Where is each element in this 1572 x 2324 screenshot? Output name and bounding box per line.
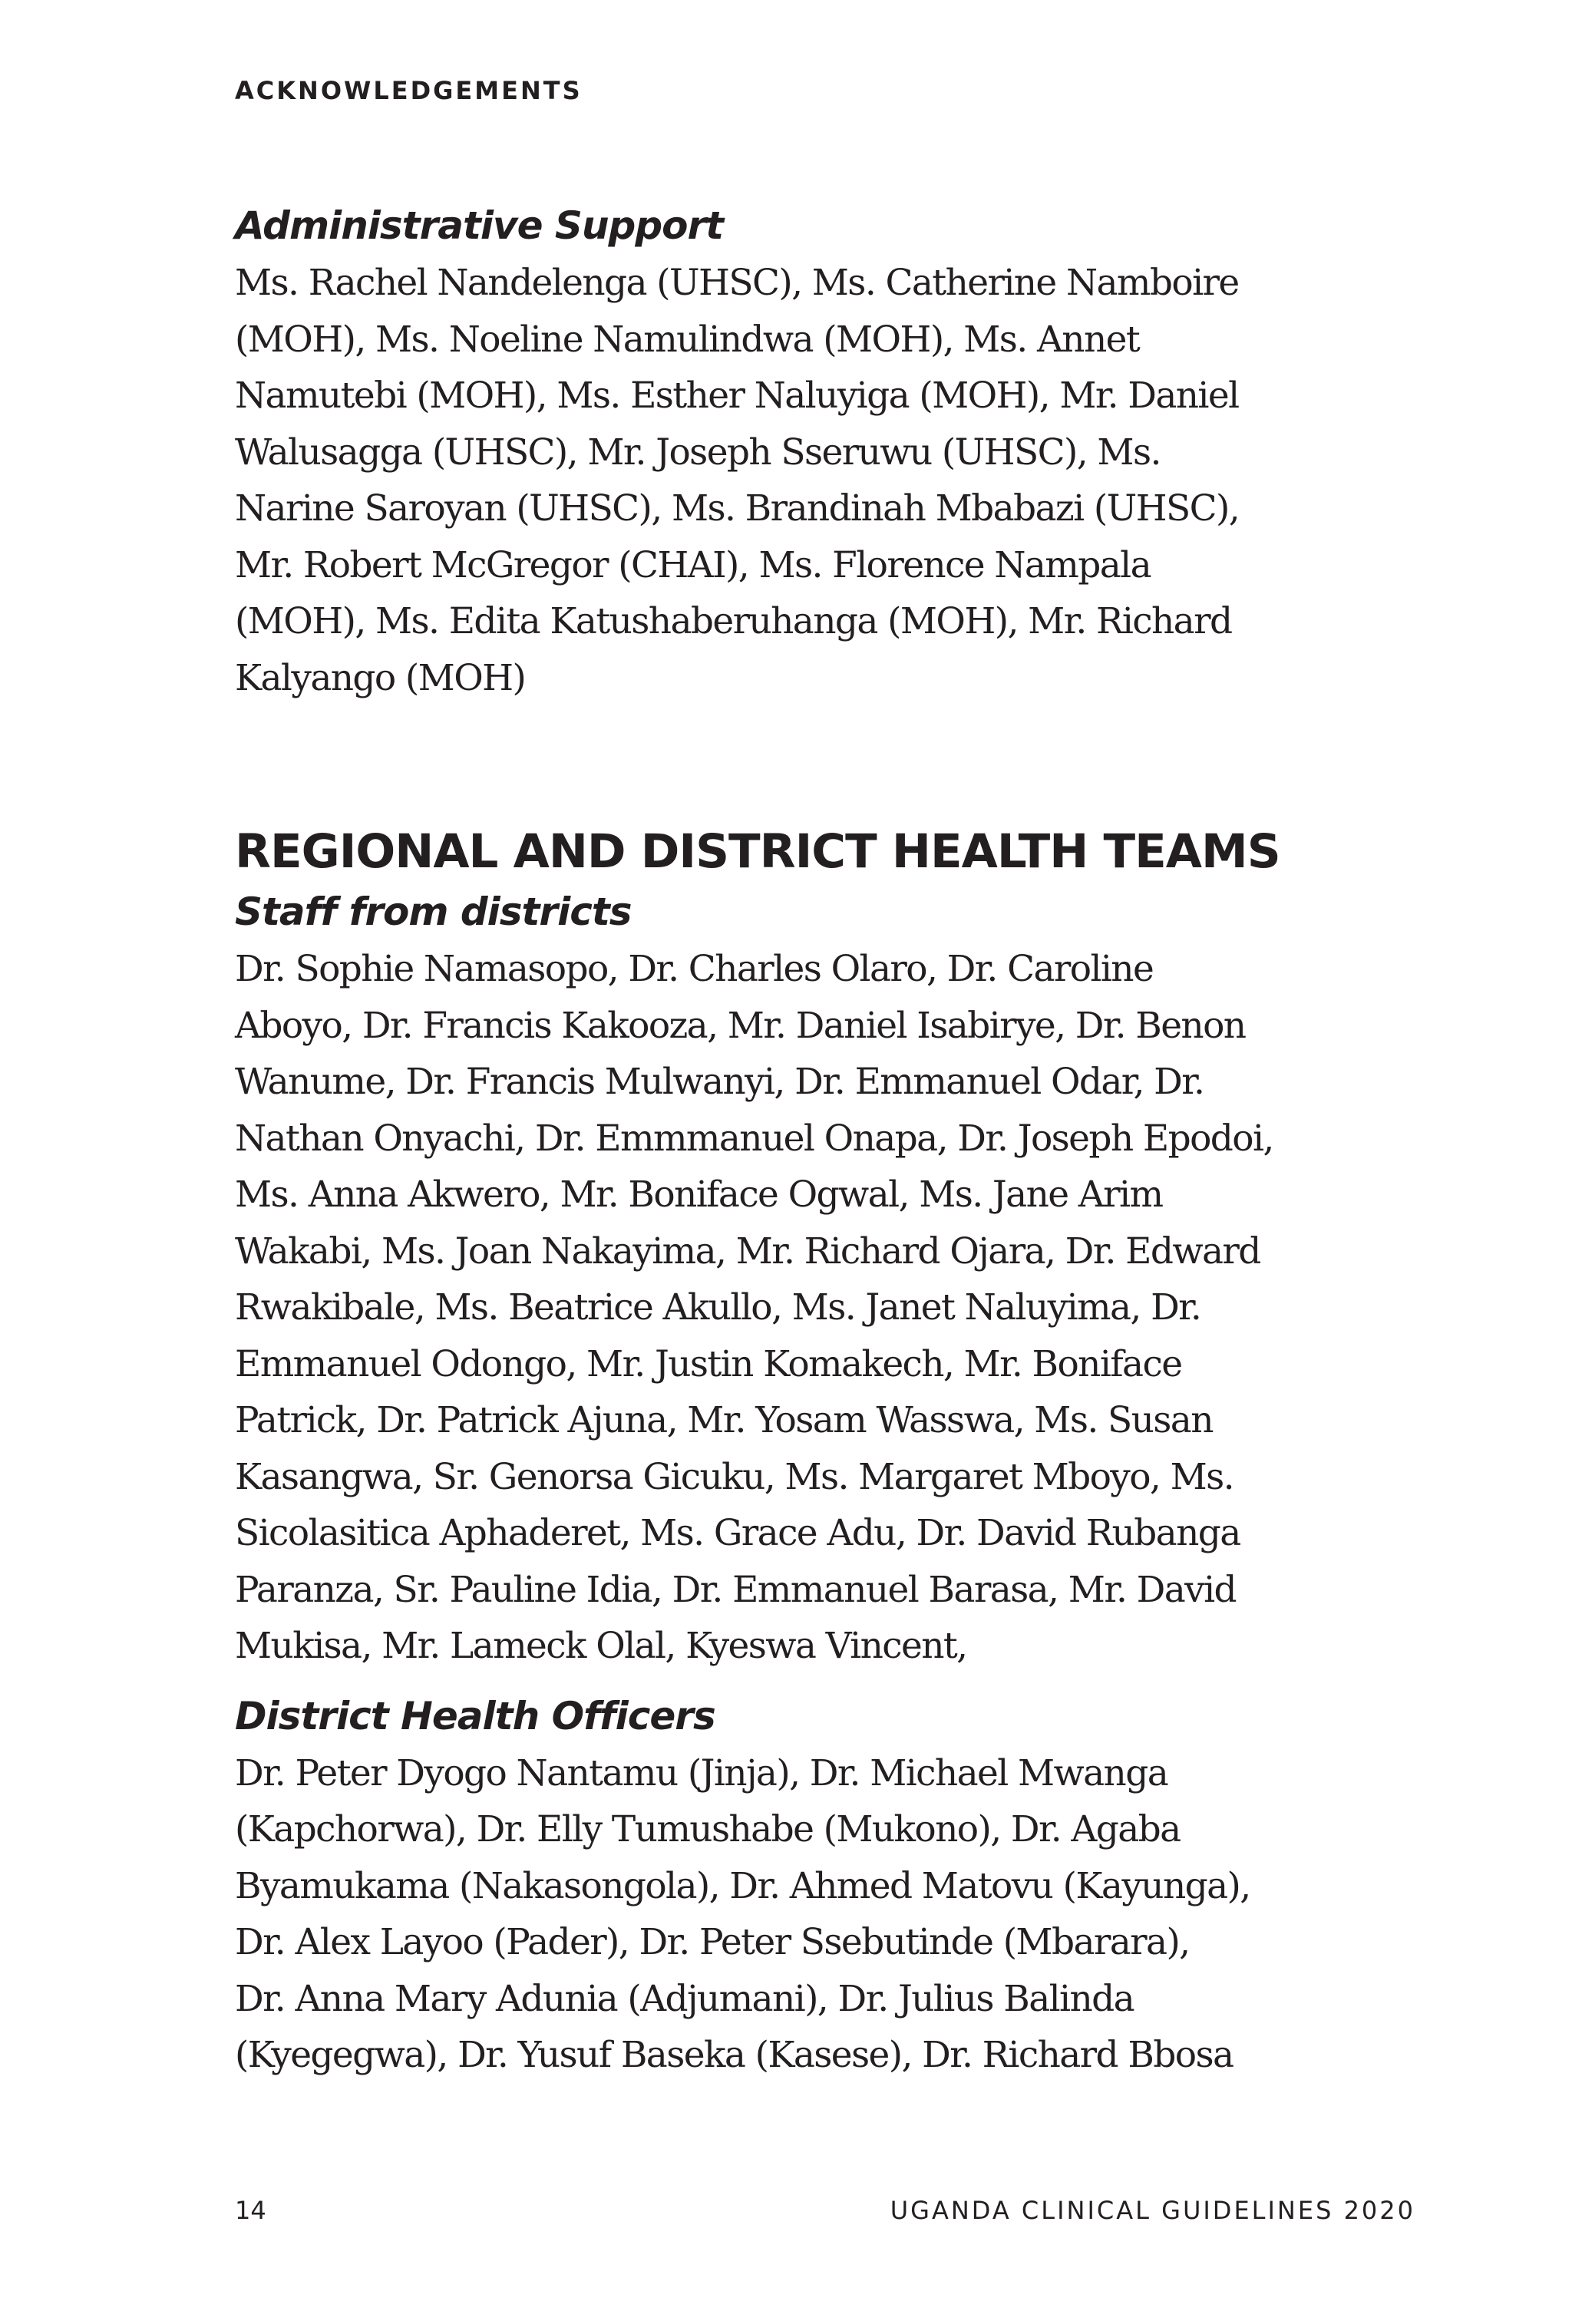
page-number: 14	[235, 2196, 266, 2225]
administrative-support-section	[235, 196, 1432, 706]
staff-from-districts-names: Dr. Sophie Namasopo, Dr. Charles Olaro, Dr. Caroline Aboyo, Dr. Francis Kakooza, Mr. Daniel Isabirye, Dr. Benon Wanume, Dr. Francis Mulwanyi, Dr. Emmanuel Odar, Dr. Nathan Onyachi, Dr. Emmmanuel Onapa, Dr. Joseph Epodoi, Ms. Anna Akwero, Mr. Boniface Ogwal, Ms. Jane Arim Wakabi, Ms. Joan Nakayima, Mr. Richard Ojara, Dr. Edward Rwakibale, Ms. Beatrice Akullo, Ms. Janet Naluyima, Dr. Emmanuel Odongo, Mr. Justin Komakech, Mr. Boniface Patrick, Dr. Patrick Ajuna, Mr. Yosam Wasswa, Ms. Susan Kasangwa, Sr. Genorsa Gicuku, Ms. Margaret Mboyo, Ms. Sicolasitica Aphaderet, Ms. Grace Adu, Dr. David Rubanga Paranza, Sr. Pauline Idia, Dr. Emmanuel Barasa, Mr. David Mukisa, Mr. Lameck Olal, Kyeswa Vincent,	[235, 948, 1273, 1667]
page-content	[235, 196, 1432, 2084]
district-health-officers-heading: District Health Officers	[235, 1693, 715, 1738]
regional-district-section	[235, 821, 1432, 2084]
staff-from-districts-heading: Staff from districts	[235, 890, 632, 934]
running-head: ACKNOWLEDGEMENTS	[235, 76, 583, 105]
regional-district-heading: REGIONAL AND DISTRICT HEALTH TEAMS	[235, 824, 1280, 879]
administrative-support-names: Ms. Rachel Nandelenga (UHSC), Ms. Catherine Namboire (MOH), Ms. Noeline Namulindwa (MOH), Ms. Annet Namutebi (MOH), Ms. Esther Naluyiga (MOH), Mr. Daniel Walusagga (UHSC), Mr. Joseph Sseruwu (UHSC), Ms. Narine Saroyan (UHSC), Ms. Brandinah Mbabazi (UHSC), Mr. Robert McGregor (CHAI), Ms. Florence Nampala (MOH), Ms. Edita Katushaberuhanga (MOH), Mr. Richard Kalyango (MOH)	[235, 262, 1240, 699]
administrative-support-heading: Administrative Support	[235, 203, 724, 248]
district-health-officers-names: Dr. Peter Dyogo Nantamu (Jinja), Dr. Michael Mwanga (Kapchorwa), Dr. Elly Tumushabe (Mukono), Dr. Agaba Byamukama (Nakasongola), Dr. Ahmed Matovu (Kayunga), Dr. Alex Layoo (Pader), Dr. Peter Ssebutinde (Mbarara), Dr. Anna Mary Adunia (Adjumani), Dr. Julius Balinda (Kyegegwa), Dr. Yusuf Baseka (Kasese), Dr. Richard Bbosa	[235, 1751, 1250, 2076]
footer-title: UGANDA CLINICAL GUIDELINES 2020	[890, 2196, 1415, 2225]
